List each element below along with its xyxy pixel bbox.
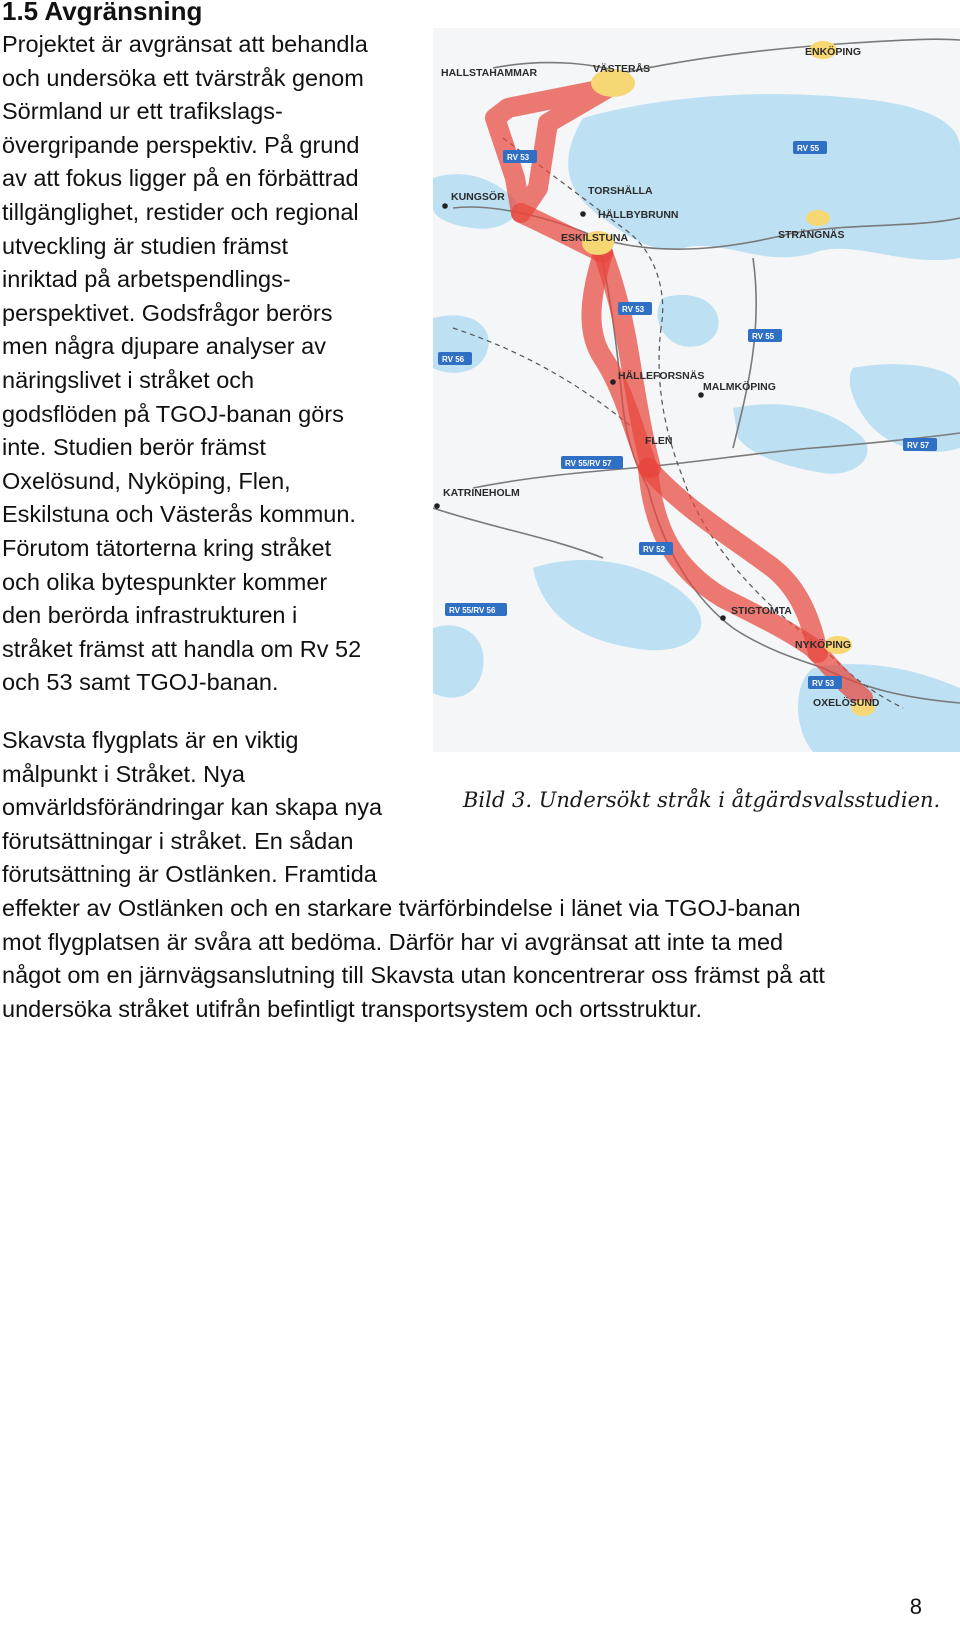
label-stigtomta: STIGTOMTA: [731, 605, 792, 617]
paragraph-skavsta-line: förutsättningar i stråket. En sådan: [2, 827, 354, 854]
label-katrineholm: KATRINEHOLM: [443, 487, 520, 499]
page-number: 8: [909, 1594, 922, 1619]
figure-caption: Bild 3. Undersökt stråk i åtgärdsvalsstudien.: [463, 788, 941, 812]
paragraph-intro-line: övergripande perspektiv. På grund: [2, 131, 360, 158]
map-graphic: [433, 28, 960, 752]
label-kungsor: KUNGSÖR: [451, 191, 505, 203]
label-nykoping: NYKÖPING: [795, 639, 852, 651]
label-vasteras: VÄSTERÅS: [593, 63, 651, 75]
paragraph-skavsta-line: något om en järnvägsanslutning till Skavsta utan koncentrerar oss främst på att: [2, 962, 825, 989]
paragraph-intro-line: den berörda infrastrukturen i: [2, 602, 298, 629]
badge-rv56: RV 56: [442, 355, 465, 364]
paragraph-intro-line: Oxelösund, Nyköping, Flen,: [2, 467, 291, 494]
paragraph-intro-line: inriktad på arbetspendlings-: [2, 266, 291, 293]
badge-rv55-mid: RV 55: [752, 332, 775, 341]
paragraph-skavsta-line: mot flygplatsen är svåra att bedöma. Därför har vi avgränsat att inte ta med: [2, 928, 784, 955]
paragraph-intro-line: Eskilstuna och Västerås kommun.: [2, 501, 356, 528]
paragraph-intro-line: Projektet är avgränsat att behandla: [2, 31, 368, 57]
label-halleforsnas: HÄLLEFORSNÄS: [618, 370, 705, 382]
label-enkoping: ENKÖPING: [805, 46, 862, 58]
paragraph-skavsta-line: målpunkt i Stråket. Nya: [2, 760, 245, 787]
paragraph-intro-line: men några djupare analyser av: [2, 333, 326, 360]
paragraph-intro-line: av att fokus ligger på en förbättrad: [2, 165, 359, 192]
section-heading: 1.5 Avgränsning: [2, 0, 203, 26]
paragraph-intro-line: Sörmland ur ett trafikslags-: [2, 98, 283, 125]
paragraph-intro-line: Förutom tätorterna kring stråket: [2, 534, 332, 561]
paragraph-intro-line: godsflöden på TGOJ-banan görs: [2, 400, 344, 427]
label-torshalla: TORSHÄLLA: [588, 185, 653, 197]
badge-rv53-north: RV 53: [507, 153, 530, 162]
label-oxelosund: OXELÖSUND: [813, 697, 880, 709]
paragraph-skavsta: [2, 724, 902, 1026]
paragraph-intro-line: inte. Studien berör främst: [2, 434, 266, 461]
paragraph-intro-line: utveckling är studien främst: [2, 232, 289, 259]
label-malmkoping: MALMKÖPING: [703, 381, 776, 393]
paragraph-intro-line: perspektivet. Godsfrågor berörs: [2, 299, 333, 326]
paragraph-intro-line: och 53 samt TGOJ-banan.: [2, 669, 279, 696]
badge-rv57: RV 57: [907, 441, 930, 450]
badge-rv52: RV 52: [643, 545, 666, 554]
paragraph-intro-line: och olika bytespunkter kommer: [2, 568, 328, 595]
corridor-map: [433, 28, 960, 752]
paragraph-skavsta-line: effekter av Ostlänken och en starkare tvärförbindelse i länet via TGOJ-banan: [2, 894, 801, 921]
paragraph-skavsta-line: omvärldsförändringar kan skapa nya: [2, 794, 383, 821]
paragraph-intro-line: näringslivet i stråket och: [2, 366, 255, 393]
badge-rv55-rv57: RV 55/RV 57: [565, 459, 612, 468]
label-hallstahammar: HALLSTAHAMMAR: [441, 67, 538, 79]
paragraph-skavsta-line: Skavsta flygplats är en viktig: [2, 727, 299, 753]
label-strangnas: STRÄNGNÄS: [778, 229, 845, 241]
badge-rv53-south: RV 53: [812, 679, 835, 688]
label-eskilstuna: ESKILSTUNA: [561, 232, 629, 244]
paragraph-skavsta-line: undersöka stråket utifrån befintligt transportsystem och ortsstruktur.: [2, 995, 703, 1022]
badge-rv53-mid: RV 53: [622, 305, 645, 314]
paragraph-intro-line: och undersöka ett tvärstråk genom: [2, 64, 364, 91]
paragraph-intro-line: tillgänglighet, restider och regional: [2, 198, 359, 225]
paragraph-intro: [2, 28, 414, 700]
badge-rv55-rv56: RV 55/RV 56: [449, 606, 496, 615]
label-hallbybrunn: HÄLLBYBRUNN: [598, 209, 679, 221]
label-flen: FLEN: [645, 435, 673, 447]
badge-rv55-north: RV 55: [797, 144, 820, 153]
paragraph-intro-line: stråket främst att handla om Rv 52: [2, 635, 362, 662]
paragraph-skavsta-line: förutsättning är Ostlänken. Framtida: [2, 861, 377, 888]
